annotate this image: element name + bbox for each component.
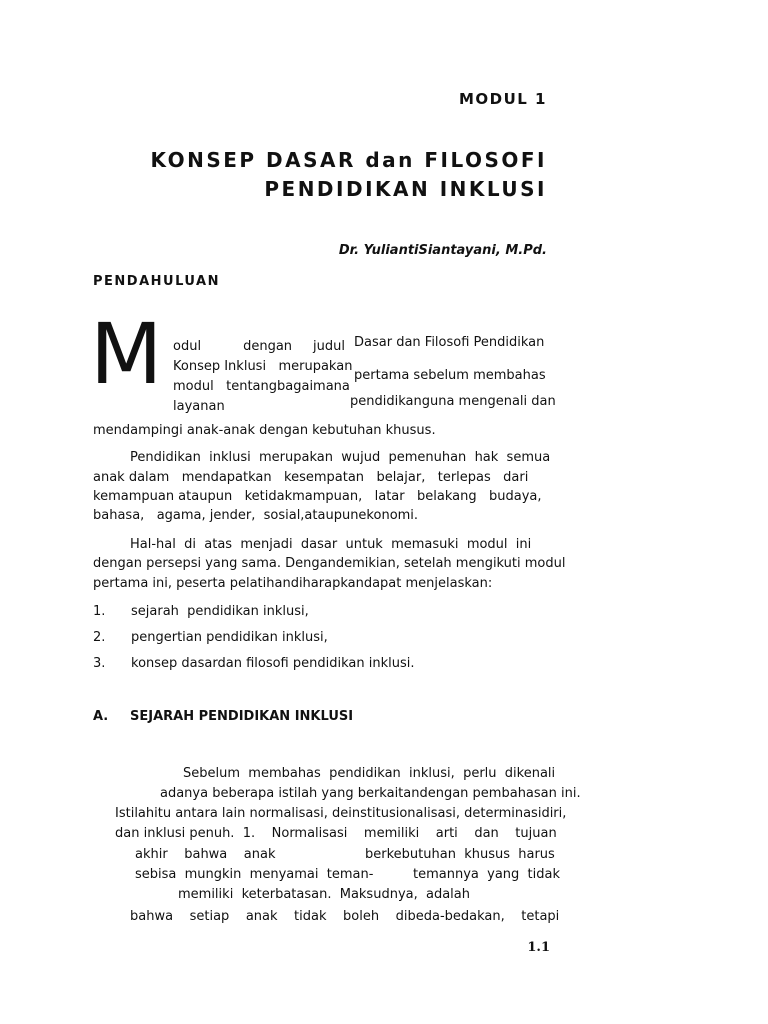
- paragraph-line: memiliki keterbatasan. Maksudnya, adalah: [178, 887, 470, 902]
- list-number: 2.: [93, 630, 106, 645]
- list-text: pengertian pendidikan inklusi,: [131, 630, 328, 645]
- paragraph-line: anak dalam mendapatkan kesempatan belajar, terlepas dari: [93, 470, 529, 485]
- page-number: 1.1: [527, 940, 550, 955]
- intro-left-line: Konsep Inklusi merupakan: [173, 359, 353, 374]
- paragraph-line: bahwa setiap anak tidak boleh dibeda-bedakan, tetapi: [130, 909, 560, 924]
- paragraph-line: kemampuan ataupun ketidakmampuan, latar belakang budaya,: [93, 489, 542, 504]
- section-title: SEJARAH PENDIDIKAN INKLUSI: [130, 709, 354, 724]
- paragraph-line: sebisa mungkin menyamai teman-: [135, 867, 374, 882]
- paragraph-line: Hal-hal di atas menjadi dasar untuk memasuki modul ini: [130, 537, 532, 552]
- intro-right-line: pertama sebelum membahas: [354, 368, 546, 383]
- paragraph-line: Sebelum membahas pendidikan inklusi, perlu dikenali: [183, 766, 556, 781]
- paragraph-line: berkebutuhan khusus harus: [365, 847, 555, 862]
- title-line-2: PENDIDIKAN INKLUSI: [264, 177, 547, 201]
- section-heading-intro: PENDAHULUAN: [93, 274, 220, 289]
- title-line-1: KONSEP DASAR dan FILOSOFI: [150, 148, 547, 172]
- intro-end-line: mendampingi anak-anak dengan kebutuhan khusus.: [93, 423, 436, 438]
- paragraph-line: Pendidikan inklusi merupakan wujud pemenuhan hak semua: [130, 450, 551, 465]
- drop-cap: M: [90, 305, 163, 403]
- paragraph-line: dan inklusi penuh. 1. Normalisasi memiliki arti dan tujuan: [115, 826, 557, 841]
- list-number: 1.: [93, 604, 106, 619]
- paragraph-line: akhir bahwa anak: [135, 847, 276, 862]
- paragraph-line: adanya beberapa istilah yang berkaitandengan pembahasan ini.: [160, 786, 581, 801]
- paragraph-line: temannya yang tidak: [413, 867, 560, 882]
- intro-left-line: modul tentangbagaimana: [173, 379, 350, 394]
- list-text: sejarah pendidikan inklusi,: [131, 604, 309, 619]
- list-text: konsep dasardan filosofi pendidikan inklusi.: [131, 656, 415, 671]
- paragraph-line: bahasa, agama, jender, sosial,ataupunekonomi.: [93, 508, 419, 523]
- list-number: 3.: [93, 656, 106, 671]
- paragraph-line: dengan persepsi yang sama. Dengandemikian, setelah mengikuti modul: [93, 556, 566, 571]
- intro-right-line: pendidikanguna mengenali dan: [350, 394, 556, 409]
- page-title: [150, 146, 547, 204]
- paragraph-line: Istilahitu antara lain normalisasi, deinstitusionalisasi, determinasidiri,: [115, 806, 567, 821]
- paragraph-line: pertama ini, peserta pelatihandiharapkandapat menjelaskan:: [93, 576, 493, 591]
- intro-left-line: odul dengan judul: [173, 339, 345, 354]
- intro-left-line: layanan: [173, 399, 225, 414]
- module-label: MODUL 1: [458, 90, 547, 108]
- section-letter: A.: [93, 709, 109, 724]
- intro-right-line: Dasar dan Filosofi Pendidikan: [354, 335, 545, 350]
- author-name: Dr. YuliantiSiantayani, M.Pd.: [338, 243, 547, 258]
